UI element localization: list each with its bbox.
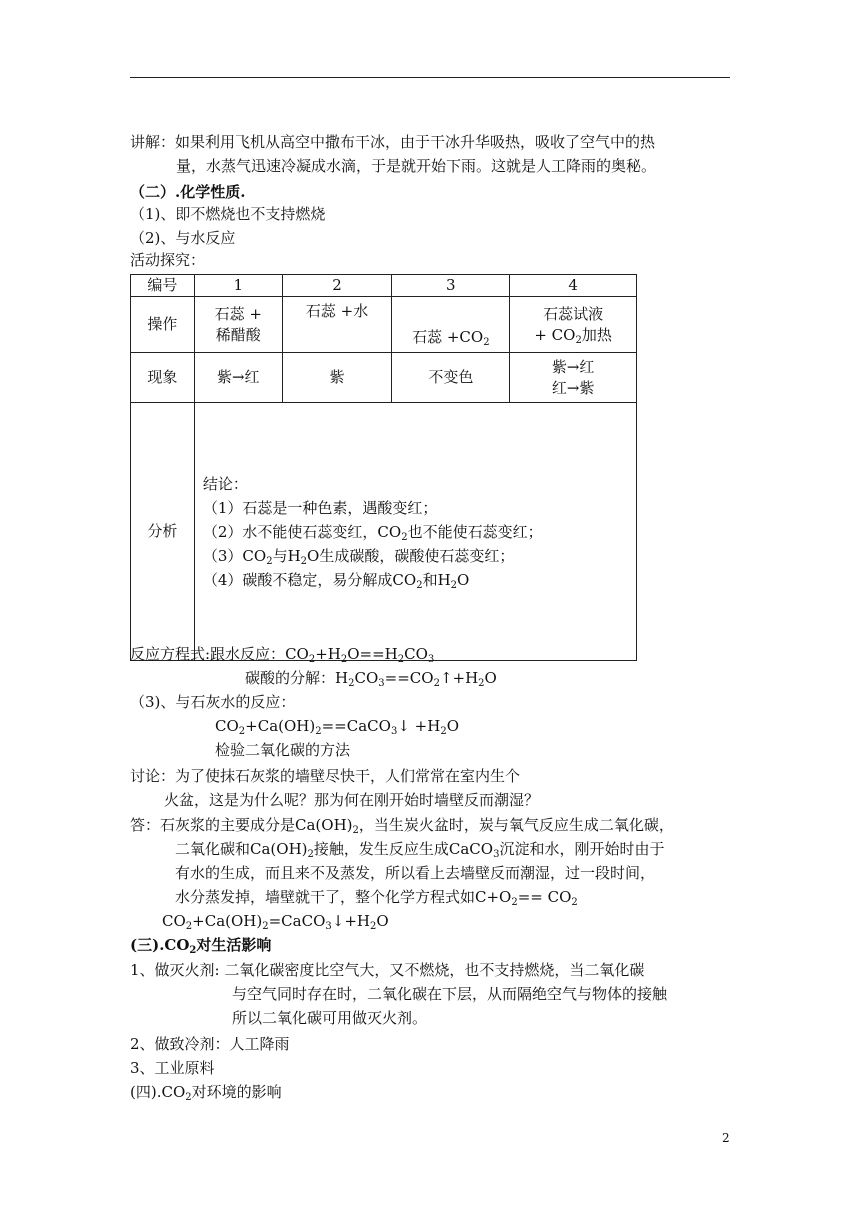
header-col-1: 1 [194, 275, 282, 297]
table-row-analysis [131, 403, 637, 661]
answer-line-2: 二氧化碳和$Ca(OH)_2$接触，发生反应生成CaCO$_3$沉淀和水，刚开始时由于 [175, 840, 665, 860]
answer-line-4: 水分蒸发掉，墙壁就干了，整个化学方程式如$C+O_2== CO_2$ [175, 888, 578, 908]
reaction-carbonic-acid-decomposition: 碳酸的分解：$H_2CO_3==CO_2↑+H_2O$ [245, 669, 497, 689]
operation-1: 石蕊 + 稀醋酸 [194, 297, 282, 353]
activity-label: 活动探究： [130, 251, 206, 269]
conclusion-3: $(3)CO_2$与$H_2O$生成碳酸，碳酸使石蕊变红； [202, 546, 515, 567]
operation-2: 石蕊 +水 [282, 297, 392, 353]
property-item-2: （2)、与水反应 [130, 229, 236, 247]
explain-line-2: 量，水蒸气迅速冷凝成水滴，于是就开始下雨。这就是人工降雨的奥秘。 [176, 157, 657, 175]
table-row-operation [131, 297, 637, 353]
use-item-1-line-3: 所以二氧化碳可用做灭火剂。 [232, 1009, 428, 1027]
analysis-label: 分析 [131, 403, 195, 661]
section-2-heading: （二）.化学性质. [130, 183, 246, 201]
use-item-1-line-2: 与空气同时存在时，二氧化碳在下层，从而隔绝空气与物体的接触 [232, 985, 668, 1003]
reaction-equation-water: 反应方程式:跟水反应：$CO_2+H_2O==H_2CO_3$ [130, 645, 435, 665]
use-item-1: 1、做灭火剂: 二氧化碳密度比空气大，又不燃烧，也不支持燃烧，当二氧化碳 [130, 961, 645, 979]
phenomenon-label: 现象 [131, 353, 195, 403]
analysis-cell [194, 403, 636, 661]
property-item-3: （3)、与石灰水的反应： [130, 693, 296, 711]
phenomenon-3: 不变色 [392, 353, 510, 403]
header-col-2: 2 [282, 275, 392, 297]
reaction-limewater: $CO_2+Ca(OH)_2==CaCO_3↓ +H_2O$ [215, 717, 460, 737]
phenomenon-2: 紫 [282, 353, 392, 403]
operation-label: 操作 [131, 297, 195, 353]
answer-line-1: 答：石灰浆的主要成分是$Ca(OH)_2$，当生炭火盆时，炭与氧气反应生成二氧化碳， [130, 816, 674, 836]
operation-4: 石蕊试液 + $CO_2$加热 [510, 297, 637, 353]
header-col-4: 4 [510, 275, 637, 297]
conclusion-2: （2）水不能使石蕊变红，$CO_2$也不能使石蕊变红； [202, 522, 543, 543]
conclusion-1: （1）石蕊是一种色素，遇酸变红； [202, 498, 438, 517]
experiment-table [130, 274, 637, 661]
table-row-phenomenon [131, 353, 637, 403]
phenomenon-4: 紫→红 红→紫 [510, 353, 637, 403]
operation-3: 石蕊 $+CO_2$ [392, 297, 510, 353]
discussion-question-1: 讨论：为了使抹石灰浆的墙壁尽快干，人们常常在室内生个 [130, 767, 521, 785]
answer-line-3: 有水的生成，而且来不及蒸发，所以看上去墙壁反而潮湿，过一段时间， [175, 864, 656, 882]
property-item-1: （1)、即不燃烧也不支持燃烧 [130, 205, 326, 223]
section-3-heading: (三)$.CO_2$对生活影响 [130, 936, 272, 956]
test-method-label: 检验二氧化碳的方法 [215, 741, 351, 759]
section-4-heading: (四)$.CO_2$对环境的影响 [130, 1083, 282, 1103]
table-row-header [131, 275, 637, 297]
use-item-3: 3、工业原料 [130, 1059, 215, 1077]
phenomenon-1: 紫→红 [194, 353, 282, 403]
use-item-2: 2、做致冷剂：人工降雨 [130, 1035, 290, 1053]
answer-equation: $CO_2+Ca(OH)_2=CaCO_3↓+H_2O$ [162, 912, 389, 932]
header-rule [130, 77, 730, 78]
conclusion-4: （4）碳酸不稳定，易分解成$CO_2$和$H_2O$ [202, 570, 470, 591]
conclusion-title: 结论： [202, 474, 248, 493]
header-label: 编号 [131, 275, 195, 297]
explain-line-1: 讲解：如果利用飞机从高空中撒布干冰，由于干冰升华吸热，吸收了空气中的热 [130, 133, 656, 151]
discussion-question-2: 火盆，这是为什么呢？那为何在刚开始时墙壁反而潮湿？ [164, 791, 540, 809]
header-col-3: 3 [392, 275, 510, 297]
page-number: 2 [722, 1131, 730, 1145]
